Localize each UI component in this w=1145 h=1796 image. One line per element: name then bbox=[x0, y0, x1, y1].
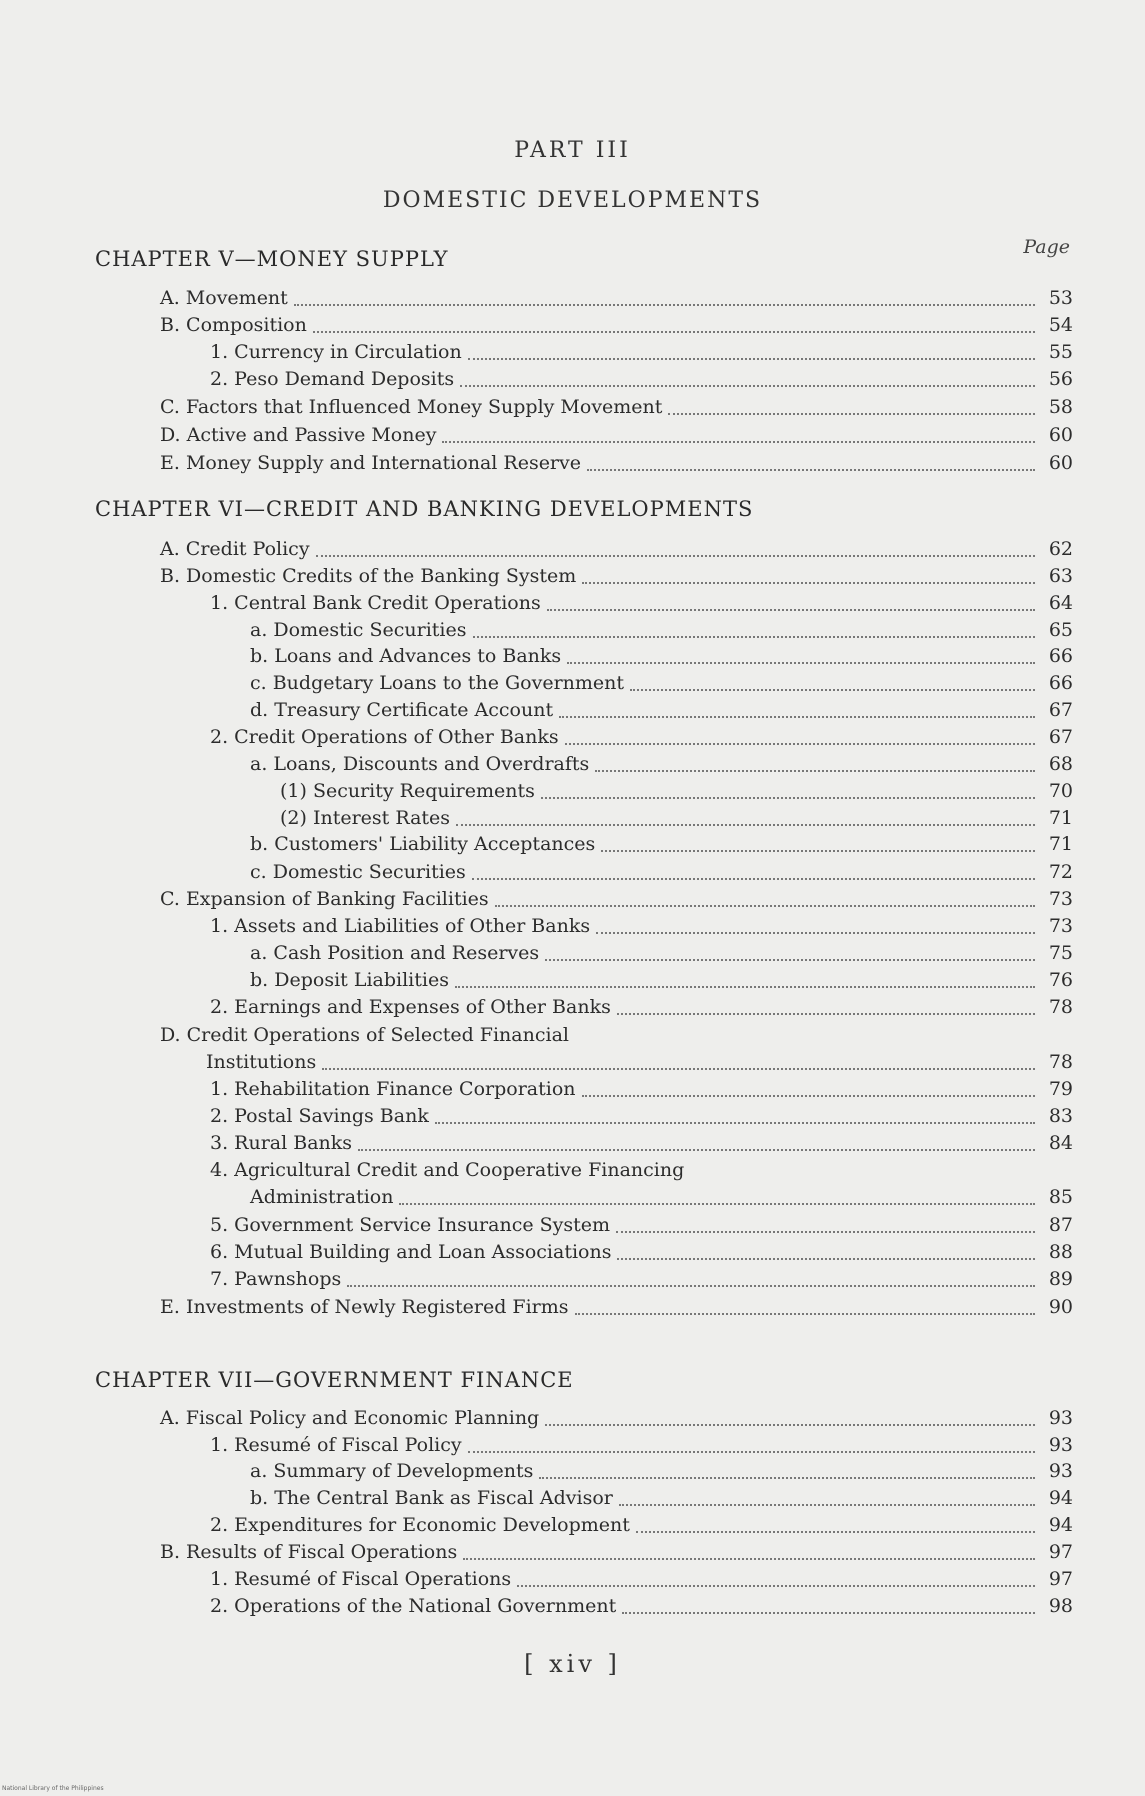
toc-entry-label: 4. Agricultural Credit and Cooperative Financing bbox=[210, 1159, 685, 1181]
toc-entry-label: b. Deposit Liabilities bbox=[250, 969, 449, 991]
toc-entry-label: c. Budgetary Loans to the Government bbox=[250, 672, 625, 694]
toc-entry bbox=[210, 1568, 1073, 1594]
toc-entry-page: 88 bbox=[1048, 1241, 1073, 1263]
toc-entry-page: 55 bbox=[1048, 341, 1073, 363]
toc-entry-page: 93 bbox=[1048, 1460, 1073, 1482]
dot-leader bbox=[455, 985, 1035, 988]
dot-leader bbox=[472, 877, 1035, 880]
part-subtitle: DOMESTIC DEVELOPMENTS bbox=[382, 188, 763, 213]
dot-leader bbox=[322, 1067, 1035, 1070]
dot-leader bbox=[347, 1284, 1035, 1287]
toc-entry-label: A. Movement bbox=[160, 287, 288, 309]
dot-leader bbox=[495, 904, 1035, 907]
toc-entry bbox=[210, 915, 1073, 941]
toc-entry-page: 60 bbox=[1048, 452, 1073, 474]
page-column-label: Page bbox=[1023, 236, 1070, 258]
toc-entry bbox=[250, 619, 1073, 645]
toc-entry-page: 70 bbox=[1048, 780, 1073, 802]
scan-credit: National Library of the Philippines bbox=[2, 1785, 104, 1792]
toc-entry bbox=[250, 833, 1073, 859]
toc-entry-page: 83 bbox=[1048, 1105, 1073, 1127]
toc-entry bbox=[210, 1595, 1073, 1621]
dot-leader bbox=[399, 1202, 1035, 1205]
toc-entry bbox=[160, 565, 1073, 591]
toc-entry-label: 2. Postal Savings Bank bbox=[210, 1105, 429, 1127]
dot-leader bbox=[575, 1042, 1035, 1043]
part-title: PART III bbox=[514, 138, 631, 163]
toc-entry bbox=[210, 1241, 1073, 1267]
toc-entry bbox=[210, 341, 1073, 367]
toc-entry-page: 94 bbox=[1048, 1487, 1073, 1509]
toc-entry-page: 60 bbox=[1048, 424, 1073, 446]
toc-entry-label: a. Cash Position and Reserves bbox=[250, 942, 540, 964]
toc-entry bbox=[250, 645, 1073, 671]
toc-entry-page: 67 bbox=[1048, 726, 1073, 748]
toc-entry-label: 2. Expenditures for Economic Development bbox=[210, 1514, 630, 1536]
toc-entry-page: 97 bbox=[1048, 1541, 1073, 1563]
toc-entry-label: 1. Central Bank Credit Operations bbox=[210, 592, 541, 614]
toc-entry-page: 72 bbox=[1048, 861, 1073, 883]
toc-entry-page: 79 bbox=[1048, 1078, 1073, 1100]
toc-entry-page: 84 bbox=[1048, 1132, 1073, 1154]
toc-entry-label: 1. Resumé of Fiscal Operations bbox=[210, 1568, 512, 1590]
toc-entry-page: 78 bbox=[1048, 996, 1073, 1018]
dot-leader bbox=[313, 330, 1035, 333]
toc-entry bbox=[210, 1105, 1073, 1131]
toc-entry bbox=[210, 996, 1073, 1022]
toc-entry bbox=[210, 1132, 1073, 1158]
toc-entry-label: a. Domestic Securities bbox=[250, 619, 467, 641]
toc-entry-page: 53 bbox=[1048, 287, 1073, 309]
toc-entry-label: Administration bbox=[250, 1186, 394, 1208]
toc-entry-page: 85 bbox=[1048, 1186, 1073, 1208]
toc-entry-label: B. Results of Fiscal Operations bbox=[160, 1541, 458, 1563]
dot-leader bbox=[316, 554, 1035, 557]
toc-entry-page: 71 bbox=[1048, 807, 1073, 829]
dot-leader bbox=[435, 1121, 1035, 1124]
chapter-heading: CHAPTER V—MONEY SUPPLY bbox=[95, 247, 449, 271]
toc-entry-page: 66 bbox=[1048, 672, 1073, 694]
toc-entry-label: E. Money Supply and International Reserve bbox=[160, 452, 581, 474]
toc-entry bbox=[206, 1051, 1073, 1077]
toc-entry-page: 73 bbox=[1048, 915, 1073, 937]
toc-entry-label: 6. Mutual Building and Loan Associations bbox=[210, 1241, 612, 1263]
toc-entry bbox=[250, 672, 1073, 698]
toc-entry-page: 78 bbox=[1048, 1051, 1073, 1073]
toc-entry-label: 1. Resumé of Fiscal Policy bbox=[210, 1434, 462, 1456]
toc-entry-label: A. Fiscal Policy and Economic Planning bbox=[160, 1407, 540, 1429]
toc-entry-page: 56 bbox=[1048, 368, 1073, 390]
toc-entry-label: 2. Credit Operations of Other Banks bbox=[210, 726, 559, 748]
toc-entry-page: 89 bbox=[1048, 1268, 1073, 1290]
dot-leader bbox=[596, 931, 1035, 934]
dot-leader bbox=[617, 1257, 1035, 1260]
toc-entry-page: 87 bbox=[1048, 1214, 1073, 1236]
dot-leader bbox=[539, 1476, 1035, 1479]
dot-leader bbox=[545, 958, 1035, 961]
toc-entry bbox=[210, 1078, 1073, 1104]
toc-entry-page: 94 bbox=[1048, 1514, 1073, 1536]
toc-entry bbox=[210, 592, 1073, 618]
toc-entry-label: C. Factors that Influenced Money Supply Movement bbox=[160, 396, 663, 418]
dot-leader bbox=[294, 303, 1035, 306]
toc-entry bbox=[250, 753, 1073, 779]
toc-entry-label: (1) Security Requirements bbox=[280, 780, 535, 802]
toc-entry bbox=[160, 888, 1073, 914]
toc-entry-page: 63 bbox=[1048, 565, 1073, 587]
chapter-heading: CHAPTER VII—GOVERNMENT FINANCE bbox=[95, 1368, 574, 1392]
toc-entry bbox=[160, 538, 1073, 564]
toc-entry bbox=[210, 1214, 1073, 1240]
toc-entry bbox=[210, 1514, 1073, 1540]
toc-entry bbox=[160, 1407, 1073, 1433]
dot-leader bbox=[668, 412, 1035, 415]
toc-entry-page: 76 bbox=[1048, 969, 1073, 991]
toc-entry bbox=[250, 942, 1073, 968]
toc-entry-page: 67 bbox=[1048, 699, 1073, 721]
toc-entry-label: a. Summary of Developments bbox=[250, 1460, 534, 1482]
toc-entry bbox=[280, 780, 1073, 806]
chapter-heading: CHAPTER VI—CREDIT AND BANKING DEVELOPMENTS bbox=[95, 497, 754, 521]
toc-entry bbox=[250, 1460, 1073, 1486]
dot-leader bbox=[582, 1094, 1035, 1097]
toc-entry bbox=[210, 368, 1073, 394]
page-number-footer: [ xiv ] bbox=[524, 1650, 621, 1678]
dot-leader bbox=[468, 1450, 1035, 1453]
toc-entry-label: C. Expansion of Banking Facilities bbox=[160, 888, 489, 910]
toc-entry-page: 58 bbox=[1048, 396, 1073, 418]
toc-entry-page: 68 bbox=[1048, 753, 1073, 775]
toc-entry-label: a. Loans, Discounts and Overdrafts bbox=[250, 753, 590, 775]
toc-entry bbox=[250, 699, 1073, 725]
dot-leader bbox=[595, 769, 1035, 772]
toc-entry bbox=[160, 314, 1073, 340]
toc-entry-page: 64 bbox=[1048, 592, 1073, 614]
toc-entry-label: d. Treasury Certificate Account bbox=[250, 699, 554, 721]
dot-leader bbox=[468, 357, 1035, 360]
toc-entry-label: Institutions bbox=[206, 1051, 317, 1073]
toc-entry bbox=[280, 807, 1073, 833]
toc-entry-label: 2. Peso Demand Deposits bbox=[210, 368, 455, 390]
dot-leader bbox=[582, 581, 1035, 584]
dot-leader bbox=[541, 796, 1035, 799]
dot-leader bbox=[358, 1148, 1035, 1151]
toc-entry-page: 90 bbox=[1048, 1296, 1073, 1318]
dot-leader bbox=[463, 1557, 1035, 1560]
toc-entry bbox=[210, 1268, 1073, 1294]
toc-entry-page: 98 bbox=[1048, 1595, 1073, 1617]
toc-entry-page: 73 bbox=[1048, 888, 1073, 910]
toc-entry-label: 2. Operations of the National Government bbox=[210, 1595, 617, 1617]
toc-entry bbox=[160, 1296, 1073, 1322]
toc-entry-label: b. Customers' Liability Acceptances bbox=[250, 833, 596, 855]
dot-leader bbox=[636, 1530, 1035, 1533]
toc-entry-page: 66 bbox=[1048, 645, 1073, 667]
dot-leader bbox=[473, 635, 1036, 638]
toc-entry-page: 62 bbox=[1048, 538, 1073, 560]
toc-entry-page: 93 bbox=[1048, 1434, 1073, 1456]
toc-entry bbox=[250, 969, 1073, 995]
toc-entry-page: 97 bbox=[1048, 1568, 1073, 1590]
toc-entry-label: 5. Government Service Insurance System bbox=[210, 1214, 611, 1236]
dot-leader bbox=[630, 688, 1035, 691]
toc-entry bbox=[210, 726, 1073, 752]
toc-entry-label: 3. Rural Banks bbox=[210, 1132, 353, 1154]
dot-leader bbox=[690, 1177, 1035, 1178]
toc-entry bbox=[160, 396, 1073, 422]
toc-entry-label: E. Investments of Newly Registered Firms bbox=[160, 1296, 569, 1318]
dot-leader bbox=[567, 661, 1035, 664]
toc-entry-label: 1. Assets and Liabilities of Other Banks bbox=[210, 915, 591, 937]
dot-leader bbox=[545, 1423, 1035, 1426]
toc-entry bbox=[160, 424, 1073, 450]
toc-entry-label: D. Credit Operations of Selected Financial bbox=[160, 1024, 569, 1046]
toc-entry-page: 54 bbox=[1048, 314, 1073, 336]
toc-entry bbox=[160, 287, 1073, 313]
toc-entry bbox=[250, 1487, 1073, 1513]
dot-leader bbox=[559, 715, 1035, 718]
toc-entry bbox=[250, 1186, 1073, 1212]
dot-leader bbox=[587, 468, 1035, 471]
toc-entry-page: 71 bbox=[1048, 833, 1073, 855]
dot-leader bbox=[617, 1012, 1035, 1015]
dot-leader bbox=[575, 1312, 1035, 1315]
toc-entry-label: 7. Pawnshops bbox=[210, 1268, 342, 1290]
dot-leader bbox=[565, 742, 1035, 745]
dot-leader bbox=[517, 1584, 1035, 1587]
dot-leader bbox=[547, 608, 1035, 611]
toc-entry-label: b. The Central Bank as Fiscal Advisor bbox=[250, 1487, 613, 1509]
dot-leader bbox=[622, 1611, 1035, 1614]
toc-entry bbox=[160, 452, 1073, 478]
toc-entry-label: B. Domestic Credits of the Banking System bbox=[160, 565, 577, 587]
toc-entry bbox=[160, 1541, 1073, 1567]
toc-entry-label: D. Active and Passive Money bbox=[160, 424, 437, 446]
dot-leader bbox=[619, 1503, 1035, 1506]
toc-entry-page: 75 bbox=[1048, 942, 1073, 964]
dot-leader bbox=[456, 823, 1035, 826]
toc-entry bbox=[210, 1159, 1073, 1185]
toc-entry-label: (2) Interest Rates bbox=[280, 807, 451, 829]
toc-entry-label: 2. Earnings and Expenses of Other Banks bbox=[210, 996, 611, 1018]
toc-entry-label: b. Loans and Advances to Banks bbox=[250, 645, 562, 667]
toc-entry-label: 1. Currency in Circulation bbox=[210, 341, 462, 363]
toc-entry-label: 1. Rehabilitation Finance Corporation bbox=[210, 1078, 576, 1100]
toc-entry-label: B. Composition bbox=[160, 314, 307, 336]
toc-entry-page: 93 bbox=[1048, 1407, 1073, 1429]
toc-entry-label: c. Domestic Securities bbox=[250, 861, 466, 883]
dot-leader bbox=[616, 1230, 1035, 1233]
dot-leader bbox=[601, 849, 1035, 852]
toc-entry bbox=[160, 1024, 1073, 1050]
toc-entry bbox=[250, 861, 1073, 887]
dot-leader bbox=[442, 440, 1035, 443]
toc-entry-page: 65 bbox=[1048, 619, 1073, 641]
toc-entry-label: A. Credit Policy bbox=[160, 538, 310, 560]
toc-entry bbox=[210, 1434, 1073, 1460]
dot-leader bbox=[460, 384, 1035, 387]
